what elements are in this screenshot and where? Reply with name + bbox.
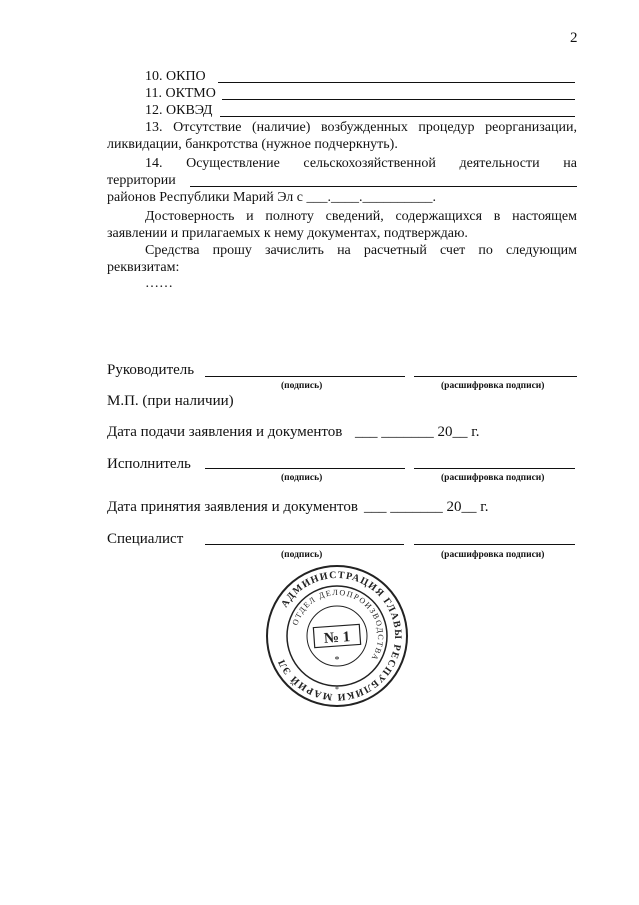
- accept-date-value[interactable]: ___ _______ 20__ г.: [364, 499, 489, 515]
- head-decoding-line[interactable]: [414, 376, 577, 377]
- stamp-star: *: [334, 655, 340, 666]
- head-signature-line[interactable]: [205, 376, 405, 377]
- territory-line[interactable]: [190, 186, 577, 187]
- item14-line2: территории: [107, 173, 176, 188]
- submit-date-value[interactable]: ___ _______ 20__ г.: [355, 424, 480, 440]
- okved-line[interactable]: [220, 116, 575, 117]
- head-decoding-caption: (расшифровка подписи): [441, 381, 545, 391]
- specialist-decoding-caption: (расшифровка подписи): [441, 550, 545, 560]
- stamp-outer-text: АДМИНИСТРАЦИЯ ГЛАВЫ РЕСПУБЛИКИ МАРИЙ ЭЛ: [275, 569, 404, 703]
- head-signature-caption: (подпись): [281, 381, 323, 391]
- submit-date-label: Дата подачи заявления и документов: [107, 424, 343, 440]
- page-number: 2: [570, 30, 578, 46]
- item13-line2: ликвидации, банкротства (нужное подчеркнуть).: [107, 137, 398, 152]
- executor-decoding-caption: (расшифровка подписи): [441, 473, 545, 483]
- payment-line1: Средства прошу зачислить на расчетный счет по следующим: [145, 243, 577, 258]
- okved-label: 12. ОКВЭД: [145, 103, 213, 118]
- payment-line2: реквизитам:: [107, 260, 180, 275]
- executor-label: Исполнитель: [107, 456, 191, 472]
- okpo-line[interactable]: [218, 82, 575, 83]
- stamp-number: № 1: [323, 629, 351, 647]
- item14-line1: 14. Осуществление сельскохозяйственной деятельности на: [145, 156, 577, 171]
- oktmo-line[interactable]: [222, 99, 575, 100]
- stamp-inner-text: ОТДЕЛ ДЕЛОПРОИЗВОДСТВА: [290, 587, 386, 663]
- official-stamp: [262, 561, 412, 711]
- oktmo-label: 11. ОКТМО: [145, 86, 216, 101]
- item14-line3-prefix: районов Республики Марий Эл с: [107, 190, 303, 205]
- reliability-line1: Достоверность и полноту сведений, содержащихся в настоящем: [145, 209, 577, 224]
- specialist-label: Специалист: [107, 531, 184, 547]
- reliability-line2: заявлении и прилагаемых к нему документах, подтверждаю.: [107, 226, 468, 241]
- specialist-decoding-line[interactable]: [414, 544, 575, 545]
- executor-signature-caption: (подпись): [281, 473, 323, 483]
- specialist-signature-caption: (подпись): [281, 550, 323, 560]
- accept-date-label: Дата принятия заявления и документов: [107, 499, 358, 515]
- specialist-signature-line[interactable]: [205, 544, 404, 545]
- item14-date-blank[interactable]: ___.____.__________.: [306, 190, 436, 205]
- item14-line3: [107, 189, 436, 206]
- executor-signature-line[interactable]: [205, 468, 405, 469]
- okpo-label: 10. ОКПО: [145, 69, 206, 84]
- executor-decoding-line[interactable]: [414, 468, 575, 469]
- head-label: Руководитель: [107, 362, 195, 378]
- stamp-star-bottom: *: [335, 685, 339, 694]
- item13-line1: 13. Отсутствие (наличие) возбужденных процедур реорганизации,: [145, 120, 577, 135]
- seal-label: М.П. (при наличии): [107, 393, 234, 409]
- payment-ellipsis: ……: [145, 276, 173, 291]
